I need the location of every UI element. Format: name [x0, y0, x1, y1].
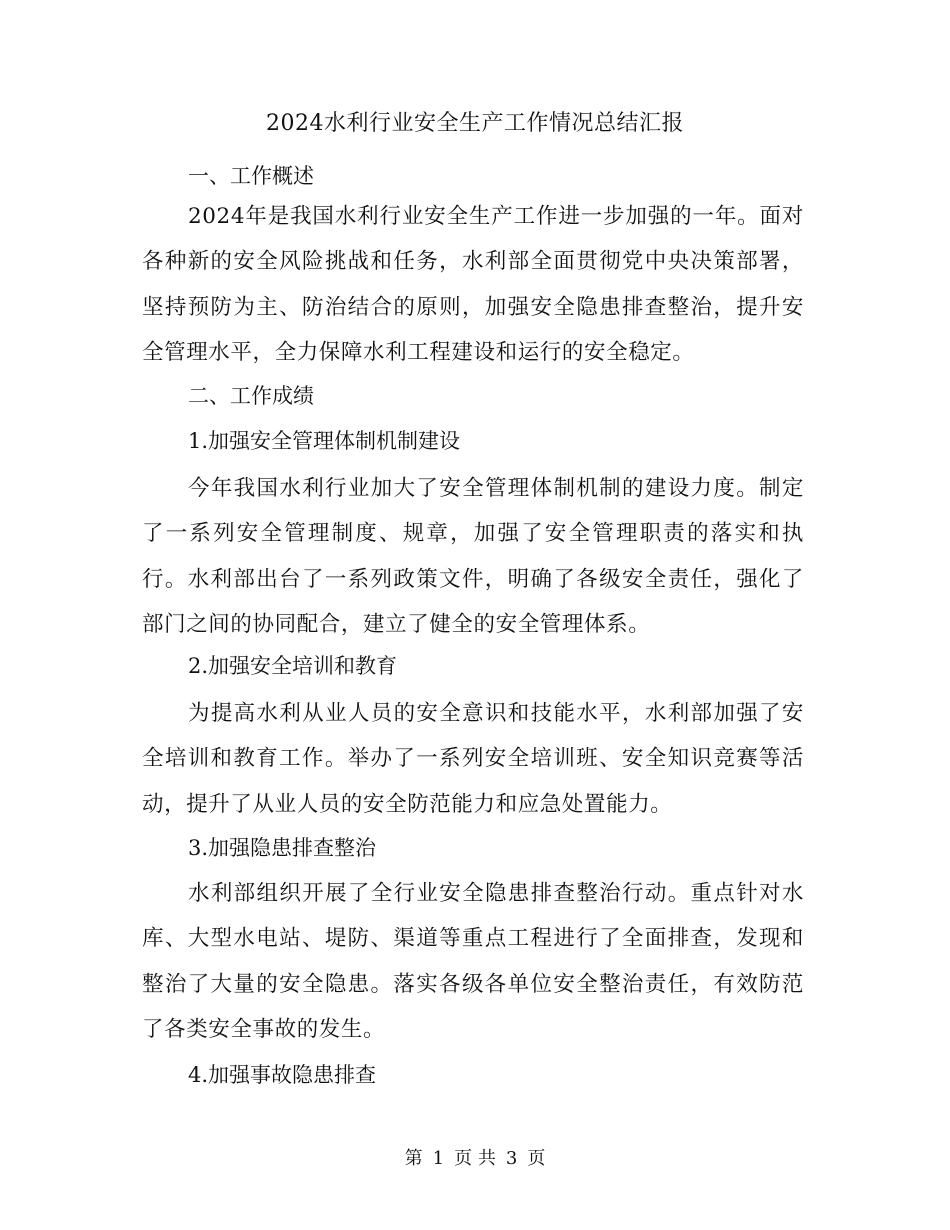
total-pages-number: 3 [505, 1148, 518, 1169]
section-heading-overview: 一、工作概述 [188, 164, 314, 188]
current-page-number: 1 [432, 1148, 445, 1169]
subheading-accident-hazard: 4.加强事故隐患排查 [188, 1063, 377, 1087]
page-label-mid: 页 共 [454, 1148, 496, 1169]
subheading-hazard-rectification: 3.加强隐患排查整治 [188, 836, 377, 860]
paragraph-management-system: 今年我国水利行业加大了安全管理体制机制的建设力度。制定了一系列安全管理制度、规章，加强了安全管理职责的落实和执行。水利部出台了一系列政策文件，明确了各级安全责任，强化了部门之间的协同配合，建立了健全的安全管理体系。 [142, 476, 804, 638]
subheading-management-system: 1.加强安全管理体制机制建设 [188, 429, 461, 453]
subheading-training: 2.加强安全培训和教育 [188, 654, 398, 678]
document-title: 2024水利行业安全生产工作情况总结汇报 [266, 111, 684, 136]
paragraph-hazard-rectification: 水利部组织开展了全行业安全隐患排查整治行动。重点针对水库、大型水电站、堤防、渠道等重点工程进行了全面排查，发现和整治了大量的安全隐患。落实各级各单位安全整治责任，有效防范了各类安全事故的发生。 [142, 881, 804, 1043]
paragraph-training: 为提高水利从业人员的安全意识和技能水平，水利部加强了安全培训和教育工作。举办了一系列安全培训班、安全知识竞赛等活动，提升了从业人员的安全防范能力和应急处置能力。 [142, 701, 804, 817]
page-label-prefix: 第 [404, 1148, 423, 1169]
page-footer [0, 1141, 950, 1177]
section-heading-achievements: 二、工作成绩 [188, 384, 314, 408]
paragraph-overview: 2024年是我国水利行业安全生产工作进一步加强的一年。面对各种新的安全风险挑战和任务，水利部全面贯彻党中央决策部署，坚持预防为主、防治结合的原则，加强安全隐患排查整治，提升安全管理水平，全力保障水利工程建设和运行的安全稳定。 [142, 204, 804, 366]
page-label-suffix: 页 [527, 1148, 546, 1169]
